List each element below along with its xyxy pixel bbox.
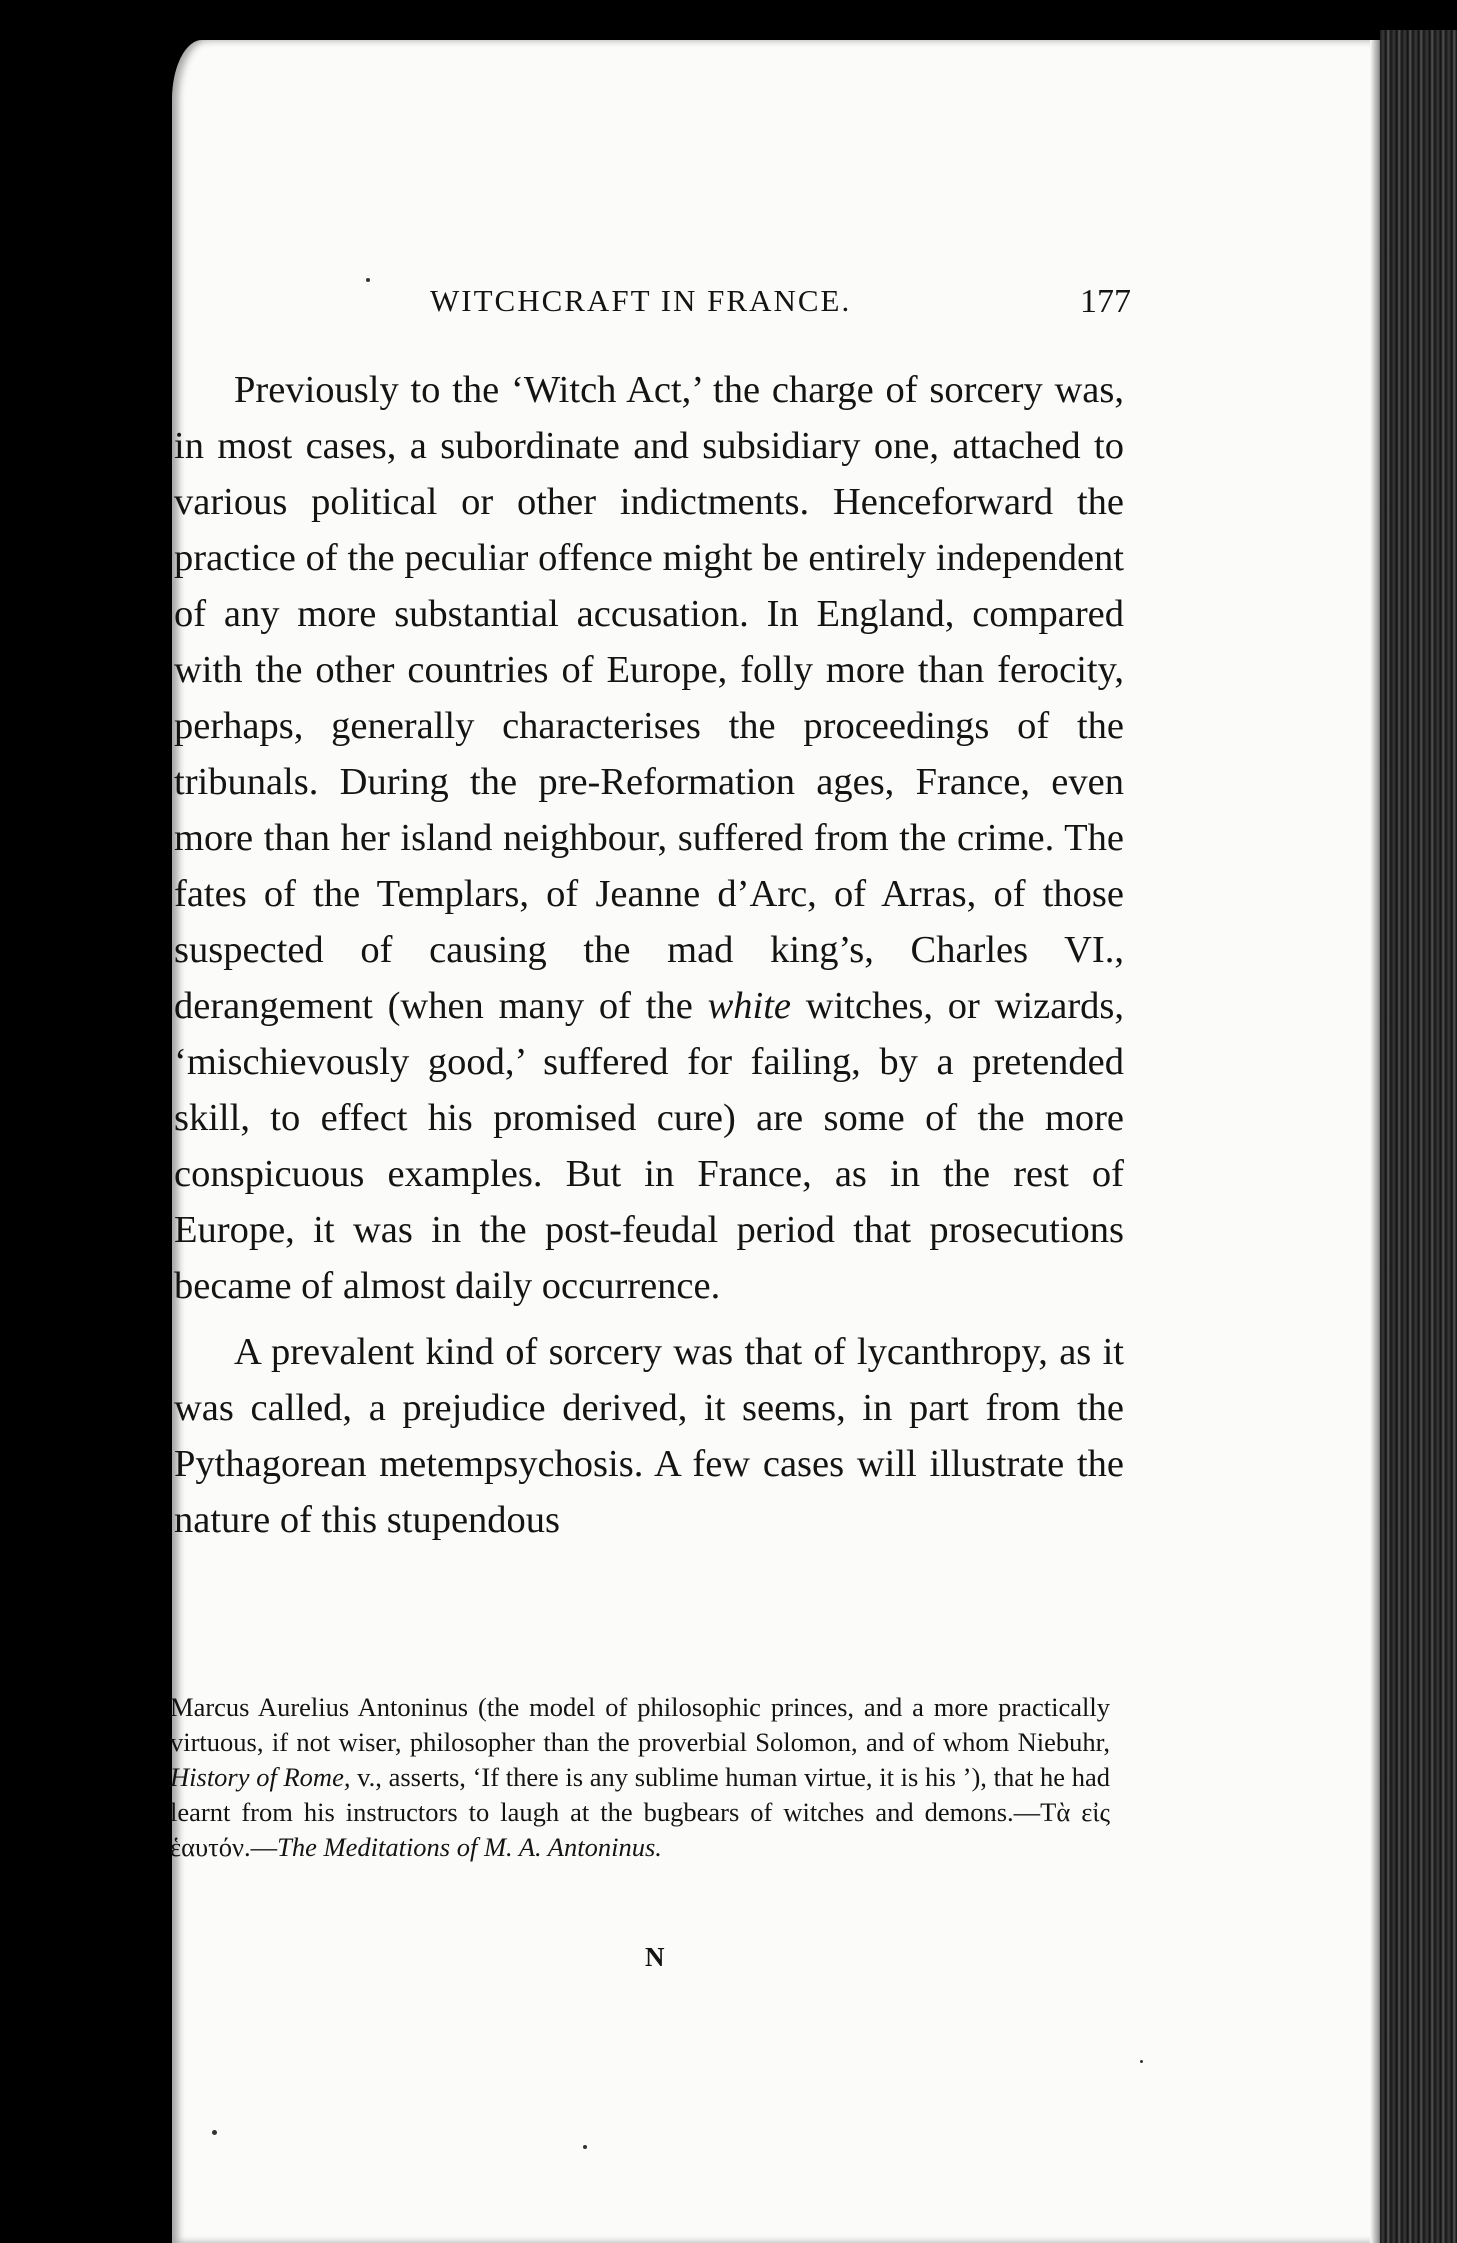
paragraph-1-italic: white [707, 985, 791, 1027]
footnote [170, 1690, 1110, 1865]
footnote-text [170, 1690, 1110, 1865]
speck [366, 278, 370, 282]
footnote-italic-1: History of Rome, [170, 1762, 351, 1792]
footnote-part-3: — [250, 1832, 278, 1862]
paragraph-1-text-a: Previously to the ‘Witch Act,’ the charge of sorcery was, in most cases, a subordinate and subsidiary one, attached to various political or other indictments. Henceforward the practice of the peculiar offence might be entirely independent of any more substantial accusation. In England, compared with the other countries of Europe, folly more than ferocity, perhaps, generally characterises the proceedings of the tribunals. During the pre-Reformation ages, France, even more than her island neighbour, suffered from the crime. The fates of the Templars, of Jeanne d’Arc, of Arras, of those suspected of causing the mad king’s, Charles VI., derangement (when many of the [174, 369, 1124, 1027]
footnote-part-1: Marcus Aurelius Antoninus (the model of philosophic princes, and a more practically virtuous, if not wiser, philosopher than the proverbial Solomon, and of whom Niebuhr, [170, 1692, 1110, 1757]
paragraph-1-text-b: witches, or wizards, ‘mischievously good,’ suffered for failing, by a pretended skill, to effect his promised cure) are some of the more conspicuous examples. But in France, as in the rest of Europe, it was in the post-feudal period that prosecutions became of almost daily occurrence. [174, 985, 1124, 1307]
speck [212, 2130, 217, 2135]
book-binding [1380, 30, 1457, 2243]
running-head: WITCHCRAFT IN FRANCE. [430, 283, 852, 318]
body-text [174, 362, 1124, 1548]
paragraph-2: A prevalent kind of sorcery was that of lycanthropy, as it was called, a prejudice derived, it seems, in part from the Pythagorean metempsychosis. A few cases will illustrate the nature of this stupendous [174, 1331, 1124, 1541]
speck [1140, 2060, 1143, 2063]
footnote-part-2: v., asserts, ‘If there is any sublime human virtue, it is his ’), that he had learnt from his instructors to laugh at the bugbears of witches and demons.— [170, 1762, 1110, 1827]
page-number: 177 [1080, 283, 1131, 320]
footnote-italic-2: The Meditations of M. A. Antoninus. [277, 1832, 662, 1862]
paragraph-1 [174, 362, 1124, 1314]
signature-mark: N [645, 1942, 665, 1972]
footnote-greek: Τὰ εἰς ἑαυτόν. [170, 1797, 1110, 1862]
speck [583, 2145, 587, 2149]
